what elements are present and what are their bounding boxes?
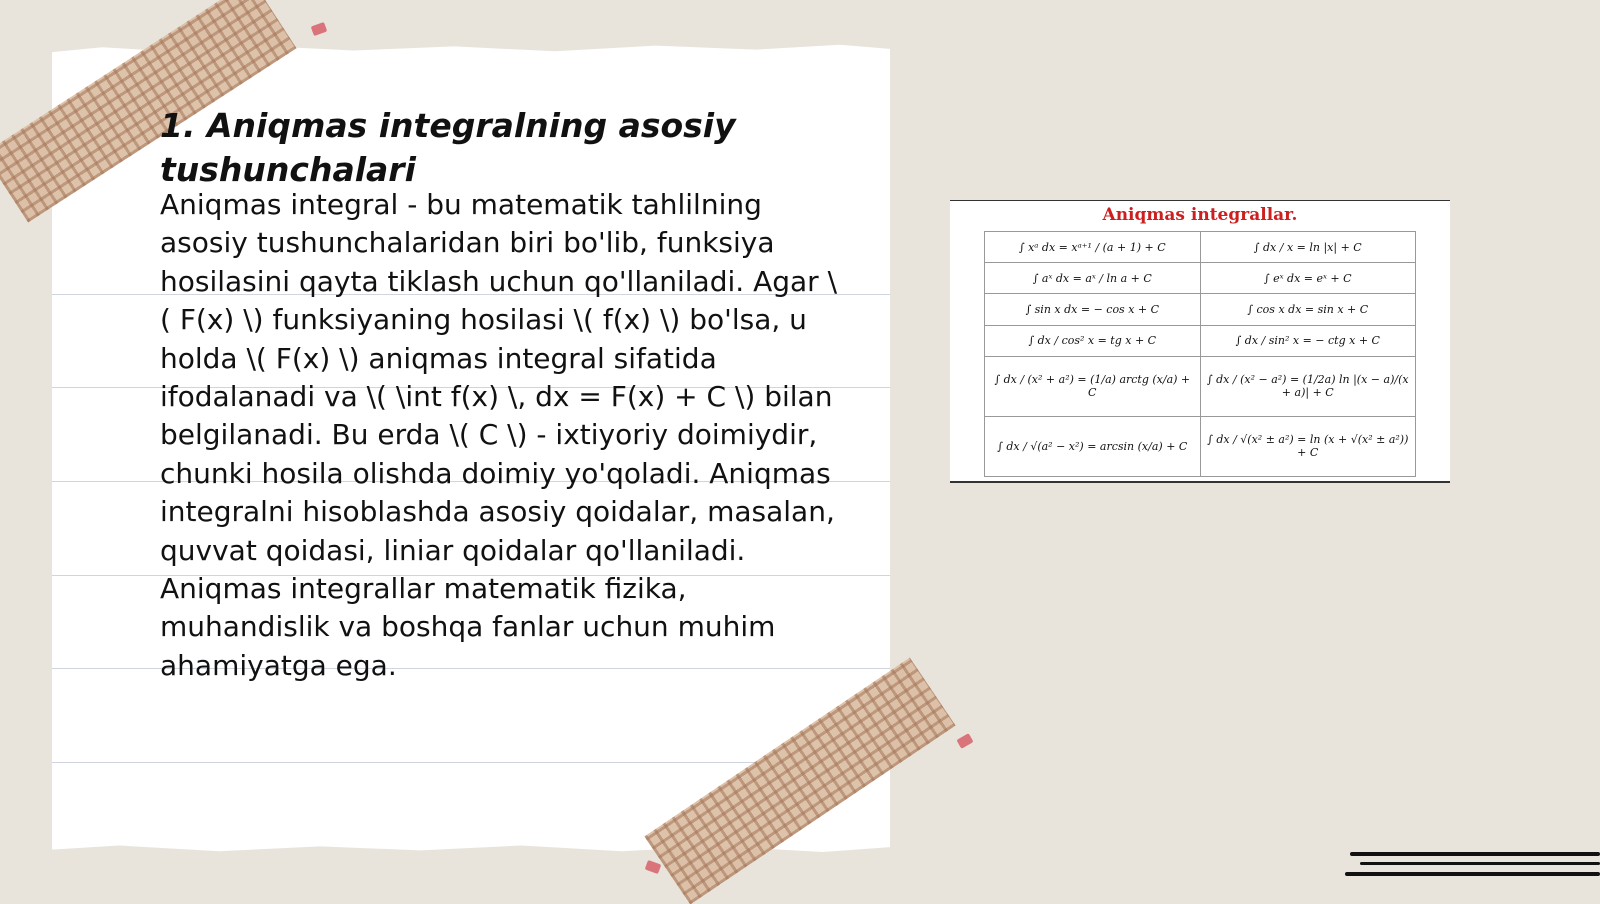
brush-strokes-decoration — [1340, 848, 1600, 888]
formula-cell: ∫ dx / (x² − a²) = (1/2a) ln |(x − a)/(x + a)| + C — [1200, 356, 1416, 416]
formula-cell: ∫ aˣ dx = aˣ / ln a + C — [985, 263, 1201, 294]
table-row — [985, 263, 1416, 294]
table-row — [985, 325, 1416, 356]
tape-pin — [645, 860, 662, 874]
table-row — [985, 416, 1416, 476]
brush-stroke — [1350, 852, 1600, 856]
integral-table-figure — [950, 200, 1450, 483]
table-row — [985, 294, 1416, 325]
table-row — [985, 356, 1416, 416]
figure-title: Aniqmas integrallar. — [1102, 205, 1298, 225]
table-row — [985, 232, 1416, 263]
formula-cell: ∫ dx / (x² + a²) = (1/a) arctg (x/a) + C — [985, 356, 1201, 416]
brush-stroke — [1345, 872, 1600, 876]
brush-stroke — [1360, 862, 1600, 865]
formula-cell: ∫ eˣ dx = eˣ + C — [1200, 263, 1416, 294]
formula-cell: ∫ sin x dx = − cos x + C — [985, 294, 1201, 325]
tape-pin — [311, 22, 328, 36]
formula-cell: ∫ dx / √(x² ± a²) = ln (x + √(x² ± a²)) + C — [1200, 416, 1416, 476]
slide-paragraph: Aniqmas integral - bu matematik tahlilning asosiy tushunchalaridan biri bo'lib, funksiya hosilasini qayta tiklash uchun qo'llaniladi. Agar \( F(x) \) funksiyaning hosilasi \( f(x) \) bo'lsa, u holda \( F(x) \) aniqmas integral sifatida ifodalanadi va \( \int f(x) \, dx = F(x) + C \) bilan belgilanadi. Bu erda \( C \) - ixtiyoriy doimiydir, chunki hosila olishda doimiy yo'qoladi. Aniqmas integralni hisoblashda asosiy qoidalar, masalan, quvvat qoidasi, liniar qoidalar qo'llaniladi. Aniqmas integrallar matematik fizika, muhandislik va boshqa fanlar uchun muhim ahamiyatga ega. — [160, 188, 838, 682]
formula-cell: ∫ dx / x = ln |x| + C — [1200, 232, 1416, 263]
formula-cell: ∫ dx / √(a² − x²) = arcsin (x/a) + C — [985, 416, 1201, 476]
formula-cell: ∫ dx / sin² x = − ctg x + C — [1200, 325, 1416, 356]
integral-formula-table — [984, 231, 1416, 477]
formula-cell: ∫ xᵃ dx = xᵃ⁺¹ / (a + 1) + C — [985, 232, 1201, 263]
tape-pin — [956, 733, 973, 749]
formula-cell: ∫ cos x dx = sin x + C — [1200, 294, 1416, 325]
formula-cell: ∫ dx / cos² x = tg x + C — [985, 325, 1201, 356]
slide-heading: 1. Aniqmas integralning asosiy tushunchalari — [160, 106, 736, 189]
